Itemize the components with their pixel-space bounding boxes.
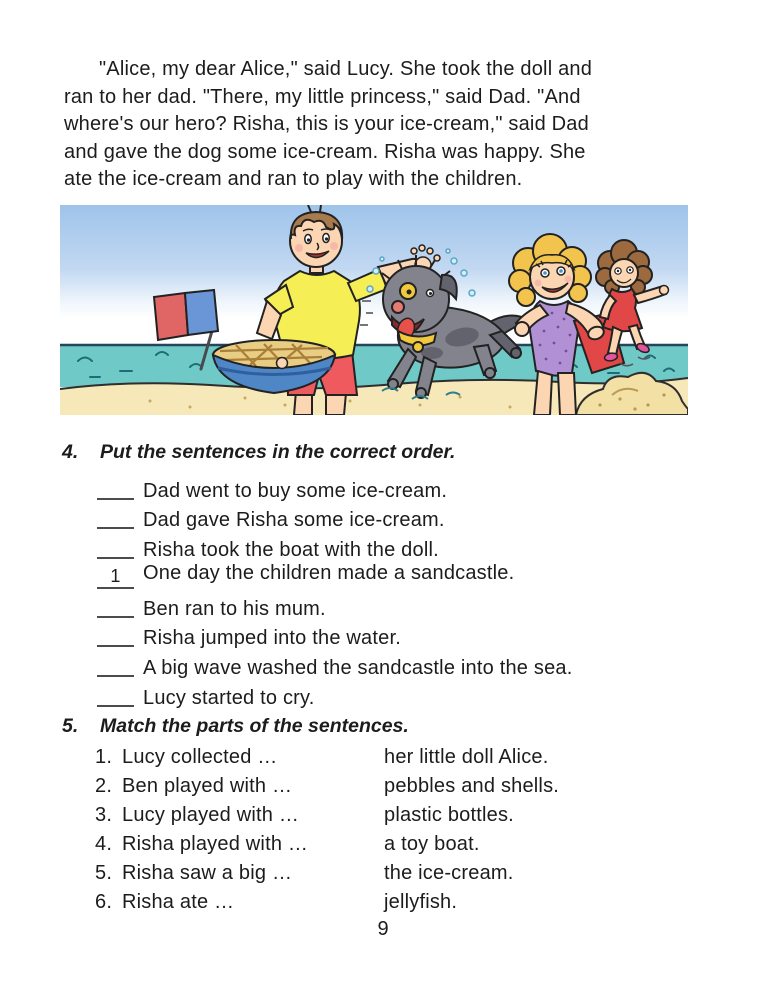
beach-illustration — [60, 205, 688, 415]
match-left[interactable]: Risha saw a big … — [122, 862, 293, 885]
order-sentence: Dad went to buy some ice-cream. — [143, 479, 448, 502]
exercise5-list — [0, 746, 766, 920]
match-number: 3. — [95, 804, 113, 827]
match-number: 2. — [95, 775, 113, 798]
match-left[interactable]: Risha ate … — [122, 891, 235, 914]
order-blank[interactable] — [97, 624, 134, 647]
match-row — [0, 862, 766, 891]
order-sentence: Risha jumped into the water. — [143, 627, 401, 650]
order-sentence-row — [0, 474, 766, 504]
exercise4-list — [0, 474, 766, 711]
order-sentence: Lucy started to cry. — [143, 686, 315, 709]
order-sentence-row — [0, 681, 766, 711]
order-blank[interactable] — [97, 477, 134, 500]
match-number: 5. — [95, 862, 113, 885]
story-line: and gave the dog some ice-cream. Risha was happy. She — [64, 140, 586, 163]
page-number: 9 — [377, 918, 389, 941]
match-row — [0, 775, 766, 804]
order-sentence: One day the children made a sandcastle. — [143, 562, 515, 585]
story-line: "Alice, my dear Alice," said Lucy. She took the doll and — [99, 58, 593, 80]
exercise5-title: Match the parts of the sentences. — [100, 715, 409, 738]
match-row — [0, 804, 766, 833]
order-sentence: A big wave washed the sandcastle into the sea. — [143, 657, 573, 680]
match-right[interactable]: a toy boat. — [384, 833, 480, 856]
match-left[interactable]: Lucy collected … — [122, 746, 278, 769]
match-left[interactable]: Ben played with … — [122, 775, 293, 798]
order-blank[interactable] — [97, 684, 134, 707]
order-sentence-row — [0, 562, 766, 592]
order-sentence-row — [0, 533, 766, 563]
match-number: 1. — [95, 746, 113, 769]
exercise4-title: Put the sentences in the correct order. — [100, 440, 456, 463]
order-sentence-row — [0, 503, 766, 533]
order-sentence-row — [0, 592, 766, 622]
story-paragraph — [64, 56, 708, 194]
order-sentence: Risha took the boat with the doll. — [143, 538, 439, 561]
exercise5-number: 5. — [62, 715, 79, 738]
order-blank[interactable] — [97, 506, 134, 529]
order-blank[interactable] — [97, 536, 134, 559]
story-line: ran to her dad. "There, my little princess," said Dad. "And — [64, 85, 581, 108]
match-number: 6. — [95, 891, 113, 914]
match-left[interactable]: Lucy played with … — [122, 804, 300, 827]
match-row — [0, 746, 766, 775]
match-right[interactable]: pebbles and shells. — [384, 775, 560, 798]
order-blank[interactable]: 1 — [97, 566, 134, 589]
match-right[interactable]: the ice-cream. — [384, 862, 514, 885]
match-row — [0, 833, 766, 862]
match-right[interactable]: her little doll Alice. — [384, 746, 549, 769]
exercise5-heading — [62, 714, 766, 738]
match-left[interactable]: Risha played with … — [122, 833, 309, 856]
match-right[interactable]: jellyfish. — [384, 891, 458, 914]
order-sentence: Dad gave Risha some ice-cream. — [143, 509, 445, 532]
exercise4-number: 4. — [62, 440, 79, 463]
order-sentence-row — [0, 651, 766, 681]
match-row — [0, 891, 766, 920]
exercise4-heading — [62, 440, 766, 464]
story-line: ate the ice-cream and ran to play with the children. — [64, 168, 523, 190]
order-sentence-row — [0, 621, 766, 651]
match-right[interactable]: plastic bottles. — [384, 804, 514, 827]
order-sentence: Ben ran to his mum. — [143, 597, 326, 620]
order-blank[interactable] — [97, 654, 134, 677]
order-blank[interactable] — [97, 595, 134, 618]
story-line: where's our hero? Risha, this is your ice-cream," said Dad — [64, 113, 589, 135]
match-number: 4. — [95, 833, 113, 856]
